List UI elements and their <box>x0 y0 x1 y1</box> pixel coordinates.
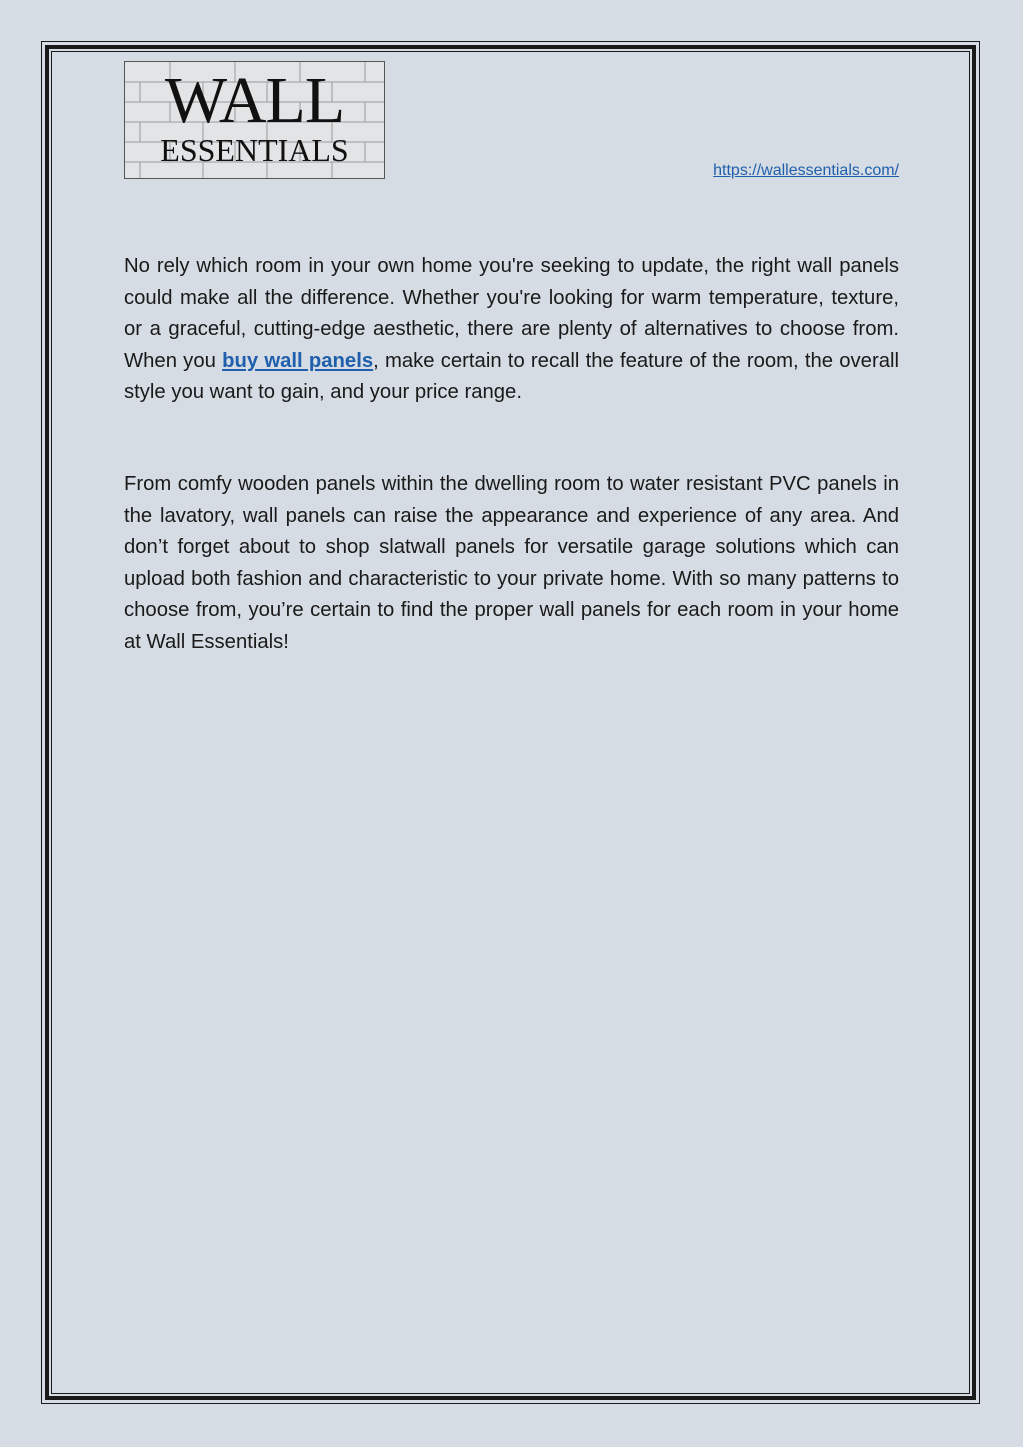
body-paragraph: From comfy wooden panels within the dwelling room to water resistant PVC panels in the lavatory, wall panels can raise the appearance and experience of any area. And don’t forget about to shop slatwall panels for versatile garage solutions which can upload both fashion and characteristic to your private home. With so many patterns to choose from, you’re certain to find the proper wall panels for each room in your home at Wall Essentials! <box>124 473 899 653</box>
intro-text-after-link: , make certain to recall the feature of the room, the overall style you want to gain, and your price range. <box>124 349 899 403</box>
buy-wall-panels-link[interactable]: buy wall panels <box>222 349 374 372</box>
logo-word-wall: WALL <box>164 64 345 137</box>
intro-paragraph <box>124 251 899 409</box>
intro-text-before-link: No rely which room in your own home you're seeking to update, the right wall panels could make all the difference. Whether you're looking for warm temperature, texture, or a graceful, cutting-edge aesthetic, there are plenty of alternatives to choose from. When you <box>124 255 899 372</box>
wall-essentials-logo <box>124 61 385 179</box>
logo-word-essentials: ESSENTIALS <box>160 132 349 168</box>
website-link[interactable]: https://wallessentials.com/ <box>713 162 899 179</box>
